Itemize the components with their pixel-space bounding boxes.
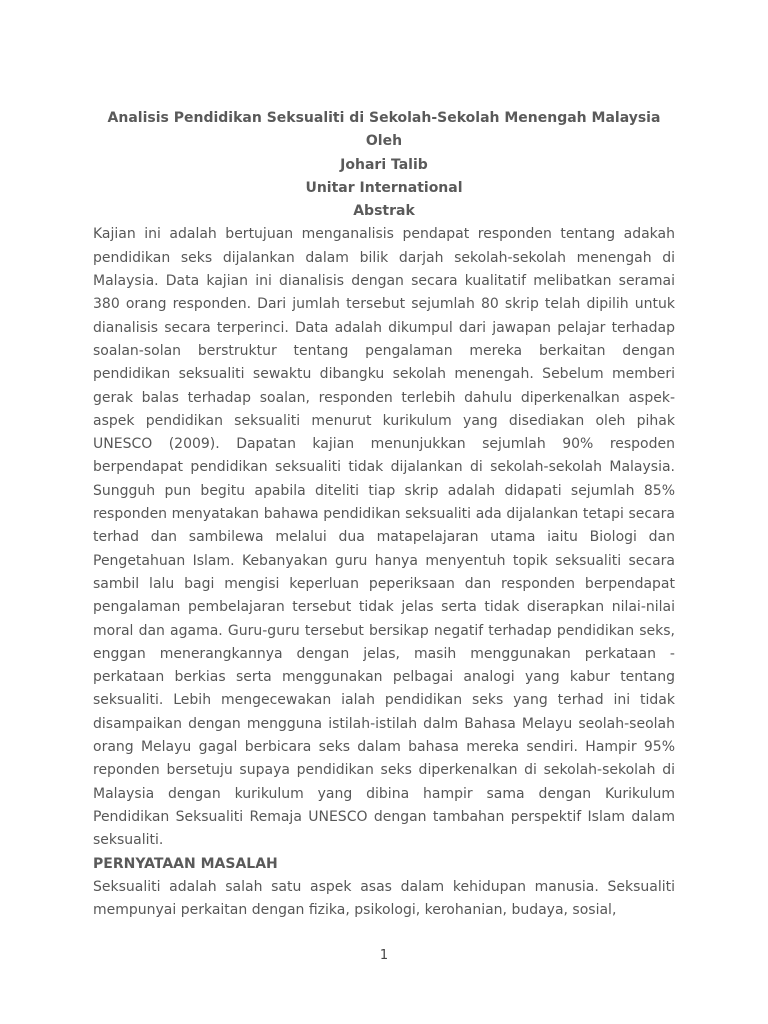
- page-number: 1: [379, 948, 389, 963]
- section-heading: PERNYATAAN MASALAH: [93, 855, 278, 872]
- author-name: Johari Talib: [340, 156, 428, 173]
- section-paragraph: Seksualiti adalah salah satu aspek asas dalam kehidupan manusia. Seksualiti mempunyai perkaitan dengan fizika, psikologi, kerohanian, budaya, sosial,: [93, 878, 675, 919]
- author-affiliation: Unitar International: [305, 179, 463, 196]
- byline: Oleh: [365, 133, 403, 150]
- document-page: [93, 107, 675, 922]
- abstract-paragraph: Kajian ini adalah bertujuan menganalisis pendapat responden tentang adakah pendidikan seks dijalankan dalam bilik darjah sekolah-sekolah menengah di Malaysia. Data kajian ini dianalisis dengan secara kualitatif melibatkan seramai 380 orang responden. Dari jumlah tersebut sejumlah 80 skrip telah dipilih untuk dianalisis secara terperinci. Data adalah dikumpul dari jawapan pelajar terhadap soalan-solan berstruktur tentang pengalaman mereka berkaitan dengan pendidikan seksualiti sewaktu dibangku sekolah menengah. Sebelum memberi gerak balas terhadap soalan, responden terlebih dahulu diperkenalkan aspek-aspek pendidikan seksualiti menurut kurikulum yang disediakan oleh pihak UNESCO (2009). Dapatan kajian menunjukkan sejumlah 90% respoden berpendapat pendidikan seksualiti tidak dijalankan di sekolah-sekolah Malaysia. Sungguh pun begitu apabila diteliti tiap skrip adalah didapati sejumlah 85% responden menyatakan bahawa pendidikan seksualiti ada dijalankan tetapi secara terhad dan sambilewa melalui dua matapelajaran utama iaitu Biologi dan Pengetahuan Islam. Kebanyakan guru hanya menyentuh topik seksualiti secara sambil lalu bagi mengisi keperluan peperiksaan dan responden berpendapat pengalaman pembelajaran tersebut tidak jelas serta tidak diserapkan nilai-nilai moral dan agama. Guru-guru tersebut bersikap negatif terhadap pendidikan seks, enggan menerangkannya dengan jelas, masih menggunakan perkataan -perkataan berkias serta menggunakan pelbagai analogi yang kabur tentang seksualiti. Lebih mengecewakan ialah pendidikan seks yang terhad ini tidak disampaikan dengan mengguna istilah-istilah dalm Bahasa Melayu seolah-seolah orang Melayu gagal berbicara seks dalam bahasa mereka sendiri. Hampir 95% reponden bersetuju supaya pendidikan seks diperkenalkan di sekolah-sekolah di Malaysia dengan kurikulum yang dibina hampir sama dengan Kurikulum Pendidikan Seksualiti Remaja UNESCO dengan tambahan perspektif Islam dalam seksualiti.: [93, 226, 675, 849]
- document-title: Analisis Pendidikan Seksualiti di Sekolah-Sekolah Menengah Malaysia: [107, 110, 661, 126]
- abstract-heading: Abstrak: [353, 203, 415, 220]
